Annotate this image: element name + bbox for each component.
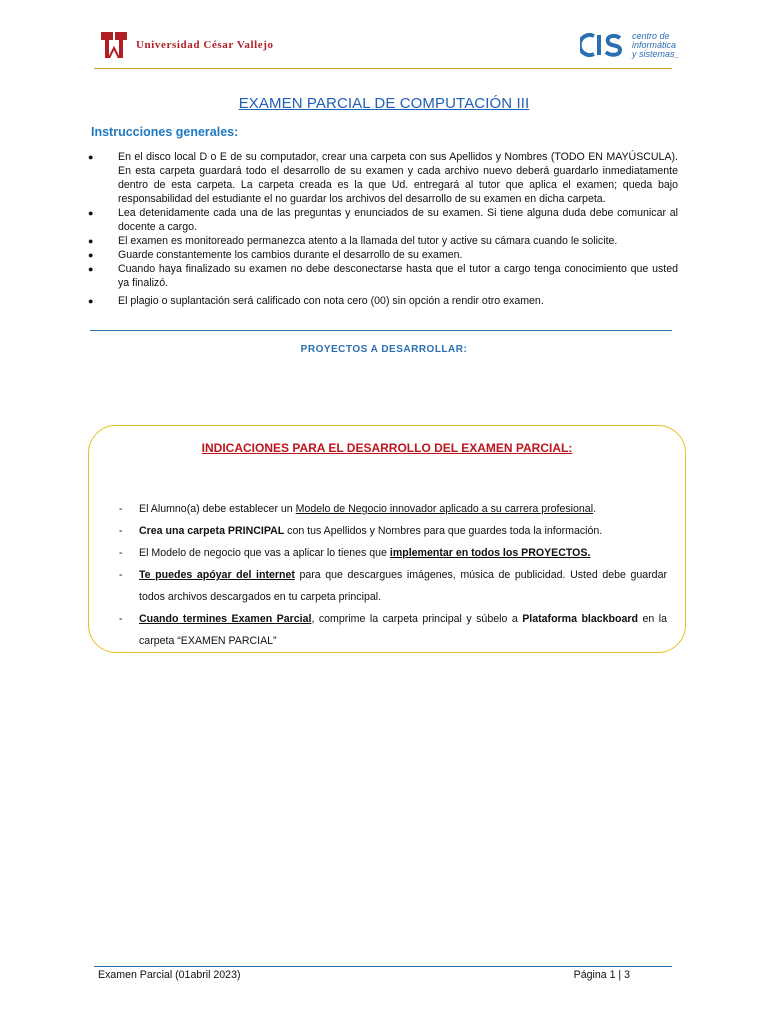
item-text: con tus Apellidos y Nombres para que guardes toda la información. [284, 525, 603, 537]
dash-icon: - [119, 525, 123, 537]
bullet-icon: ● [88, 264, 94, 274]
list-item [88, 262, 678, 290]
item-text: El Alumno(a) debe establecer un [139, 503, 296, 515]
instruction-text: El plagio o suplantación será calificado con nota cero (00) sin opción a rendir otro examen. [118, 295, 544, 307]
indications-list [119, 498, 667, 652]
item-text: , comprime la carpeta principal y súbelo a [311, 613, 523, 625]
dash-icon: - [119, 547, 123, 559]
list-item [119, 564, 667, 608]
header-divider [94, 68, 672, 69]
cis-line-3: y sistemas_ [632, 48, 680, 59]
page-title: EXAMEN PARCIAL DE COMPUTACIÓN III [238, 95, 530, 112]
bullet-icon: ● [88, 296, 94, 306]
item-emphasis: Te puedes apóyar del internet [139, 569, 295, 581]
list-item [119, 498, 667, 520]
cis-logo [580, 30, 680, 60]
list-item [119, 542, 667, 564]
item-emphasis: implementar en todos los PROYECTOS. [389, 547, 591, 559]
item-text: para que descargues imágenes, música de publicidad. Usted debe guardar todos archivos descargados en tu carpeta principal. [139, 569, 667, 603]
item-emphasis: Cuando termines Examen Parcial [139, 613, 312, 625]
footer-exam-label: Examen Parcial (01abril 2023) [98, 969, 241, 981]
indications-box [88, 425, 686, 653]
bullet-icon: ● [88, 236, 94, 246]
university-logo [100, 30, 274, 60]
cis-mark-icon [580, 30, 628, 60]
instruction-text: Lea detenidamente cada una de las preguntas y enunciados de su examen. Si tiene alguna duda debe comunicar al docente a cargo. [118, 207, 678, 233]
section-divider [90, 330, 672, 331]
dash-icon: - [119, 613, 123, 625]
instruction-text: En el disco local D o E de su computador, crear una carpeta con sus Apellidos y Nombres (TODO EN MAYÚSCULA). En esta carpeta guardará todo el desarrollo de su examen y cada archivo nuevo deberá guardarlo inmediatamente dentro de esta carpeta. La carpeta creada es la que Ud. entregará al tutor que aplica el examen; queda bajo responsabilidad del estudiante el no guardar los archivos del desarrollo de su examen en dicha carpeta. [118, 151, 678, 205]
item-emphasis: Plataforma blackboard [522, 613, 638, 625]
bullet-icon: ● [88, 152, 94, 162]
list-item [88, 294, 678, 308]
item-emphasis: Crea una carpeta PRINCIPAL [139, 525, 285, 537]
cis-line-1: centro de [632, 30, 670, 41]
footer-page-number: Página 1 | 3 [573, 969, 630, 981]
instruction-text: El examen es monitoreado permanezca atento a la llamada del tutor y active su cámara cuando le solicite. [118, 235, 618, 247]
item-text: El Modelo de negocio que vas a aplicar lo tienes que [139, 547, 390, 559]
item-text: . [593, 503, 597, 515]
instructions-heading: Instrucciones generales: [91, 125, 239, 139]
university-name: Universidad César Vallejo [136, 39, 274, 51]
cis-line-2: informática [632, 39, 677, 50]
footer-divider [94, 966, 672, 967]
indications-title: INDICACIONES PARA EL DESARROLLO DEL EXAMEN PARCIAL: [201, 441, 573, 455]
projects-heading: PROYECTOS A DESARROLLAR: [300, 344, 468, 355]
list-item [88, 248, 678, 262]
dash-icon: - [119, 569, 123, 581]
item-text: en la carpeta “EXAMEN PARCIAL” [139, 613, 667, 647]
instructions-list [88, 150, 678, 308]
list-item [88, 234, 678, 248]
bullet-icon: ● [88, 208, 94, 218]
list-item [119, 608, 667, 652]
cis-tagline [632, 32, 680, 59]
item-emphasis: Modelo de Negocio innovador aplicado a su carrera profesional [295, 503, 594, 515]
ucv-shield-icon [100, 30, 128, 60]
bullet-icon: ● [88, 250, 94, 260]
list-item [88, 150, 678, 206]
instruction-text: Guarde constantemente los cambios durante el desarrollo de su examen. [118, 249, 463, 261]
list-item [119, 520, 667, 542]
dash-icon: - [119, 503, 123, 515]
list-item [88, 206, 678, 234]
instruction-text: Cuando haya finalizado su examen no debe desconectarse hasta que el tutor a cargo tenga conocimiento que usted ya finalizó. [118, 263, 678, 289]
